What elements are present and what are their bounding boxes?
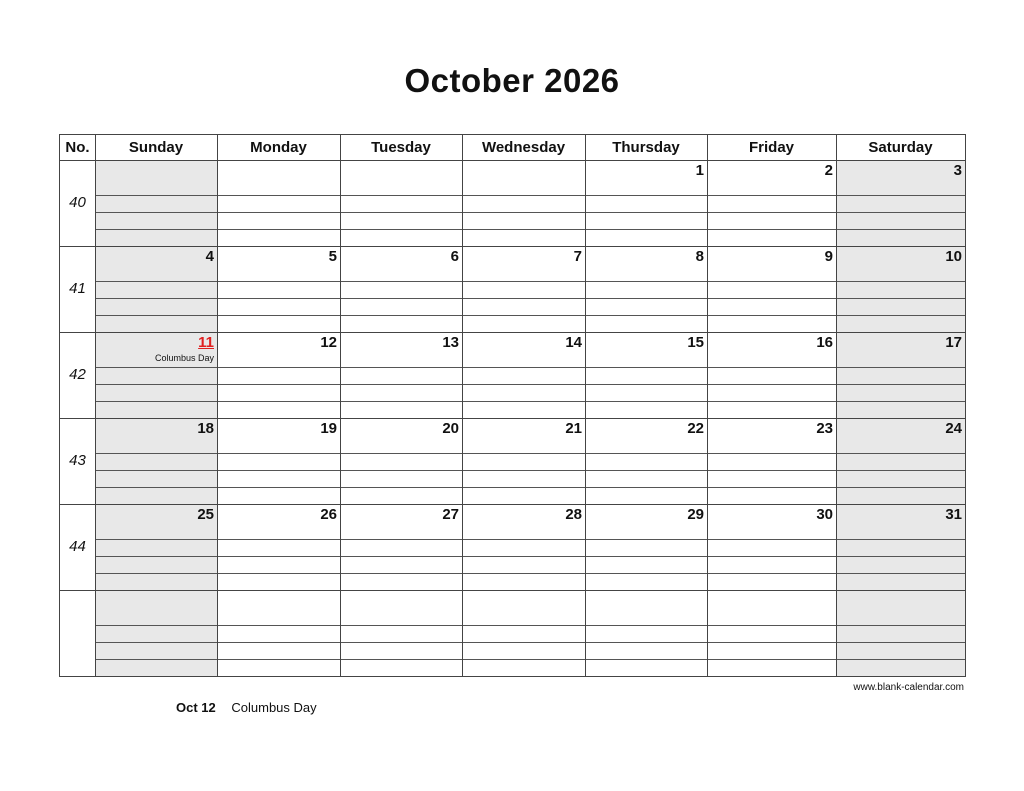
column-divider — [707, 135, 708, 676]
note-line — [95, 195, 965, 196]
day-number[interactable]: 31 — [945, 506, 962, 523]
day-number[interactable]: 1 — [695, 162, 704, 179]
note-line — [95, 470, 965, 471]
week-number: 41 — [69, 280, 86, 297]
day-number[interactable] — [836, 592, 962, 610]
column-divider — [462, 135, 463, 676]
day-number[interactable]: 22 — [687, 420, 704, 437]
header-saturday: Saturday — [836, 135, 965, 161]
day-number-holiday[interactable]: 11 — [198, 334, 214, 351]
week-row — [60, 505, 965, 591]
header-thursday: Thursday — [585, 135, 707, 161]
day-number[interactable]: 17 — [945, 334, 962, 351]
day-number[interactable] — [340, 592, 459, 610]
note-line — [95, 625, 965, 626]
day-number[interactable]: 19 — [320, 420, 337, 437]
day-number[interactable] — [462, 162, 582, 180]
day-number[interactable] — [707, 592, 833, 610]
day-number[interactable]: 30 — [816, 506, 833, 523]
header-monday: Monday — [217, 135, 340, 161]
day-number[interactable]: 18 — [197, 420, 214, 437]
week-row — [60, 161, 965, 247]
week-row — [60, 591, 965, 677]
header-week-no: No. — [60, 135, 95, 161]
day-number[interactable]: 20 — [442, 420, 459, 437]
day-number[interactable] — [217, 162, 337, 180]
holiday-legend — [176, 700, 317, 715]
day-number[interactable]: 27 — [442, 506, 459, 523]
week-number: 42 — [69, 366, 86, 383]
note-line — [95, 281, 965, 282]
note-line — [95, 229, 965, 230]
day-number[interactable]: 10 — [945, 248, 962, 265]
day-number[interactable]: 14 — [565, 334, 582, 351]
note-line — [95, 298, 965, 299]
day-number[interactable] — [95, 162, 214, 180]
legend-holiday-name: Columbus Day — [231, 700, 317, 715]
note-line — [95, 367, 965, 368]
column-divider — [95, 135, 96, 676]
note-line — [95, 642, 965, 643]
week-number: 44 — [69, 538, 86, 555]
day-number[interactable]: 9 — [824, 248, 833, 265]
day-number[interactable]: 4 — [205, 248, 214, 265]
day-number[interactable] — [217, 592, 337, 610]
day-number[interactable] — [462, 592, 582, 610]
column-divider — [340, 135, 341, 676]
column-divider — [217, 135, 218, 676]
note-line — [95, 573, 965, 574]
header-friday: Friday — [707, 135, 836, 161]
note-line — [95, 659, 965, 660]
day-number[interactable]: 15 — [687, 334, 704, 351]
day-number[interactable]: 7 — [573, 248, 582, 265]
day-number[interactable] — [585, 592, 704, 610]
day-number[interactable]: 13 — [442, 334, 459, 351]
day-number[interactable] — [340, 162, 459, 180]
note-line — [95, 453, 965, 454]
day-number[interactable] — [95, 592, 214, 610]
column-divider — [836, 135, 837, 676]
footer-url: www.blank-calendar.com — [853, 682, 964, 693]
day-number[interactable]: 12 — [320, 334, 337, 351]
day-number[interactable]: 5 — [328, 248, 337, 265]
week-row — [60, 247, 965, 333]
day-number[interactable]: 23 — [816, 420, 833, 437]
holiday-label: Columbus Day — [154, 353, 214, 363]
page-title: October 2026 — [404, 62, 620, 99]
day-number[interactable]: 21 — [565, 420, 582, 437]
day-number[interactable]: 8 — [695, 248, 704, 265]
note-line — [95, 401, 965, 402]
day-number[interactable]: 24 — [945, 420, 962, 437]
header-sunday: Sunday — [95, 135, 217, 161]
note-line — [95, 315, 965, 316]
day-number[interactable]: 28 — [565, 506, 582, 523]
column-divider — [585, 135, 586, 676]
header-wednesday: Wednesday — [462, 135, 585, 161]
day-number[interactable]: 2 — [824, 162, 833, 179]
week-row — [60, 419, 965, 505]
week-number: 40 — [69, 194, 86, 211]
week-row — [60, 333, 965, 419]
week-number: 43 — [69, 452, 86, 469]
note-line — [95, 384, 965, 385]
note-line — [95, 487, 965, 488]
note-line — [95, 556, 965, 557]
day-number[interactable]: 3 — [953, 162, 962, 179]
header-tuesday: Tuesday — [340, 135, 462, 161]
calendar-grid — [59, 134, 966, 677]
note-line — [95, 539, 965, 540]
day-number[interactable]: 29 — [687, 506, 704, 523]
note-line — [95, 212, 965, 213]
day-number[interactable]: 26 — [320, 506, 337, 523]
day-number[interactable]: 6 — [450, 248, 459, 265]
legend-date: Oct 12 — [176, 700, 216, 715]
day-number[interactable]: 16 — [816, 334, 833, 351]
day-number[interactable]: 25 — [197, 506, 214, 523]
